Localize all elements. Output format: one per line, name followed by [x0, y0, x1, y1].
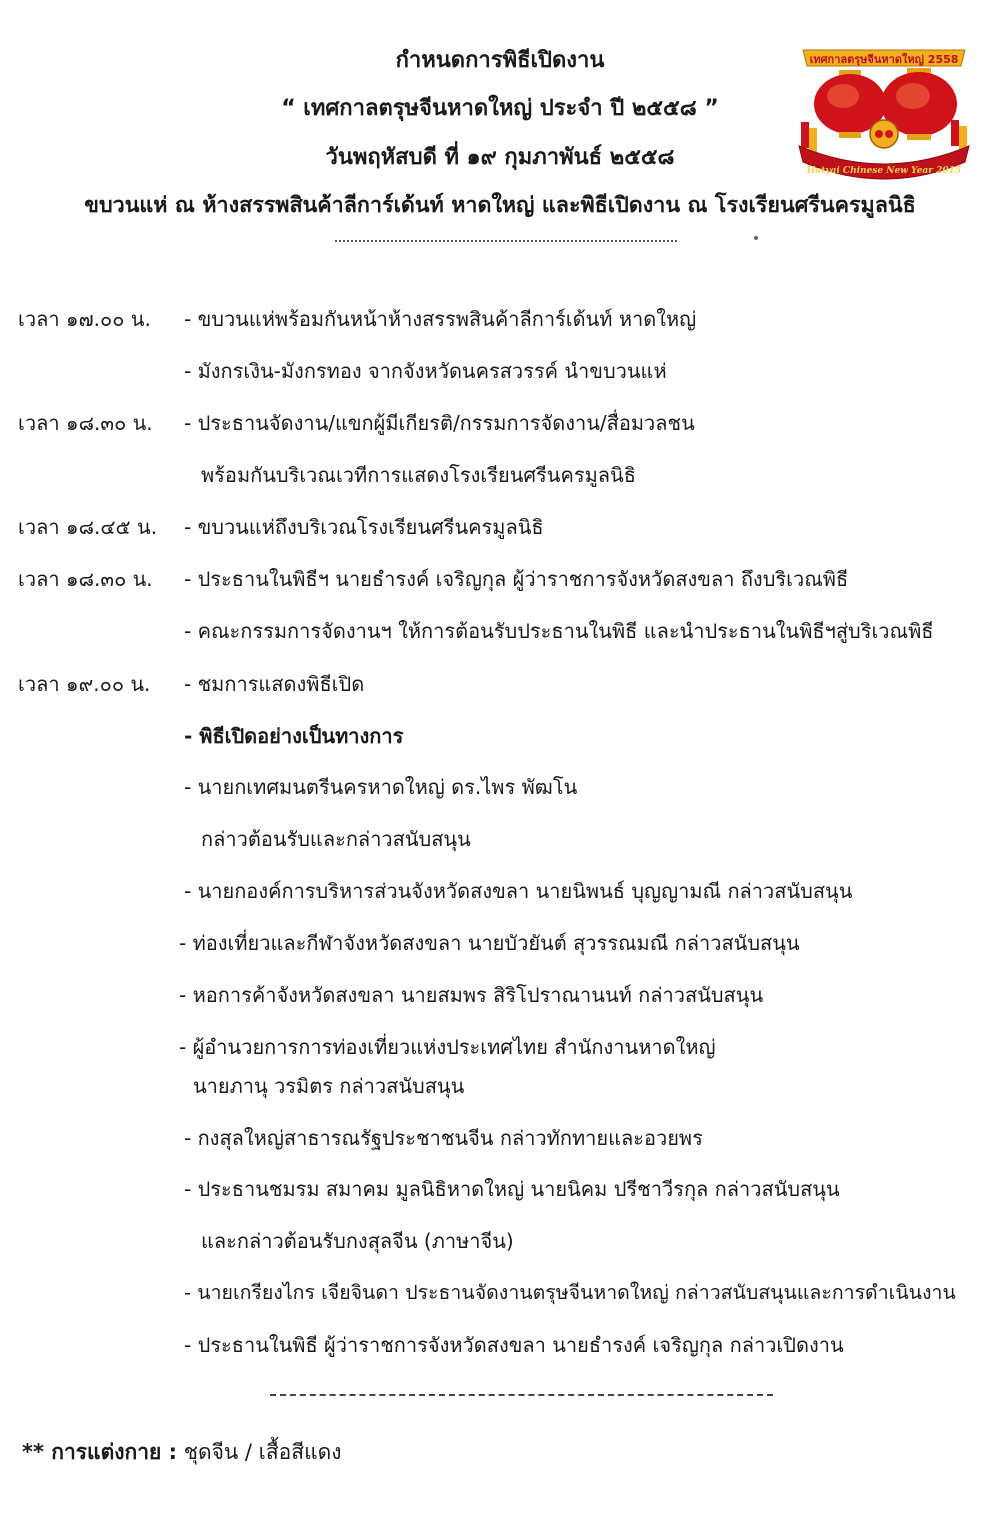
schedule-item: - ขบวนแห่ถึงบริเวณโรงเรียนศรีนครมูลนิธิ: [184, 515, 544, 539]
schedule-item: และกล่าวต้อนรับกงสุลจีน (ภาษาจีน): [201, 1229, 514, 1253]
firecracker-right-icon: [951, 120, 967, 150]
schedule-item: - พิธีเปิดอย่างเป็นทางการ: [184, 724, 404, 748]
schedule-item: - นายเกรียงไกร เจียจินดา ประธานจัดงานตรุษจีนหาดใหญ่ กล่าวสนับสนุนและการดำเนินงาน: [184, 1281, 956, 1304]
schedule-item: - ผู้อำนวยการการท่องเที่ยวแห่งประเทศไทย สำนักงานหาดใหญ่: [179, 1035, 716, 1059]
schedule-item: - ท่องเที่ยวและกีฬาจังหวัดสงขลา นายบัวยันต์ สุวรรณมณี กล่าวสนับสนุน: [179, 931, 800, 955]
dress-code-label: ** การแต่งกาย :: [22, 1440, 178, 1464]
center-emblem-icon: [870, 120, 898, 148]
schedule-time: เวลา ๑๘.๔๕ น.: [18, 515, 158, 539]
schedule-time: เวลา ๑๘.๓๐ น.: [18, 567, 153, 591]
header-venue: ขบวนแห่ ณ ห้างสรรพสินค้าลีการ์เด้นท์ หาดใหญ่ และพิธีเปิดงาน ณ โรงเรียนศรีนครมูลนิธิ: [84, 193, 916, 218]
schedule-item: - นายกองค์การบริหารส่วนจังหวัดสงขลา นายนิพนธ์ บุญญามณี กล่าวสนับสนุน: [184, 879, 853, 903]
schedule-item: - ประธานในพิธีฯ นายธำรงค์ เจริญกุล ผู้ว่าราชการจังหวัดสงขลา ถึงบริเวณพิธี: [184, 567, 849, 591]
schedule-item: - ขบวนแห่พร้อมกันหน้าห้างสรรพสินค้าลีการ์เด้นท์ หาดใหญ่: [184, 307, 697, 331]
scan-speck: [754, 236, 758, 240]
dress-code-note: [22, 1437, 342, 1467]
schedule-item: - ประธานชมรม สมาคม มูลนิธิหาดใหญ่ นายนิคม ปรีชาวีรกุล กล่าวสนับสนุน: [184, 1177, 840, 1201]
schedule-item: - หอการค้าจังหวัดสงขลา นายสมพร สิริโปราณานนท์ กล่าวสนับสนุน: [179, 983, 764, 1007]
schedule-item: - นายกเทศมนตรีนครหาดใหญ่ ดร.ไพร พัฒโน: [184, 775, 578, 799]
header-date: วันพฤหัสบดี ที่ ๑๙ กุมภาพันธ์ ๒๕๕๘: [325, 145, 675, 170]
logo-bottom-text: Hatyai Chinese New Year 2015: [806, 166, 962, 176]
schedule-item: กล่าวต้อนรับและกล่าวสนับสนุน: [201, 827, 471, 851]
schedule-item: พร้อมกันบริเวณเวทีการแสดงโรงเรียนศรีนครมูลนิธิ: [201, 463, 636, 487]
header-title: กำหนดการพิธีเปิดงาน: [395, 48, 605, 73]
schedule-item: - ประธานในพิธี ผู้ว่าราชการจังหวัดสงขลา นายธำรงค์ เจริญกุล กล่าวเปิดงาน: [184, 1333, 844, 1357]
footer-divider: [270, 1394, 773, 1396]
schedule-item: - คณะกรรมการจัดงานฯ ให้การต้อนรับประธานในพิธี และนำประธานในพิธีฯสู่บริเวณพิธี: [184, 619, 934, 643]
header-divider: [335, 240, 677, 242]
schedule-item: - กงสุลใหญ่สาธารณรัฐประชาชนจีน กล่าวทักทายและอวยพร: [184, 1126, 703, 1150]
schedule-time: เวลา ๑๙.๐๐ น.: [18, 672, 151, 696]
schedule-item: นายภานุ วรมิตร กล่าวสนับสนุน: [193, 1074, 465, 1098]
header-festival: “ เทศกาลตรุษจีนหาดใหญ่ ประจำ ปี ๒๕๕๘ ”: [281, 96, 719, 121]
festival-logo: [795, 42, 973, 192]
schedule-time: เวลา ๑๘.๓๐ น.: [18, 411, 153, 435]
logo-top-text: เทศกาลตรุษจีนหาดใหญ่ 2558: [809, 53, 959, 66]
schedule-time: เวลา ๑๗.๐๐ น.: [18, 307, 151, 331]
schedule-item: - มังกรเงิน-มังกรทอง จากจังหวัดนครสวรรค์ นำขบวนแห่: [184, 359, 667, 383]
dress-code-value: ชุดจีน / เสื้อสีแดง: [177, 1440, 342, 1464]
schedule-item: - ประธานจัดงาน/แขกผู้มีเกียรติ/กรรมการจัดงาน/สื่อมวลชน: [184, 411, 695, 435]
schedule-item: - ชมการแสดงพิธีเปิด: [184, 672, 365, 696]
